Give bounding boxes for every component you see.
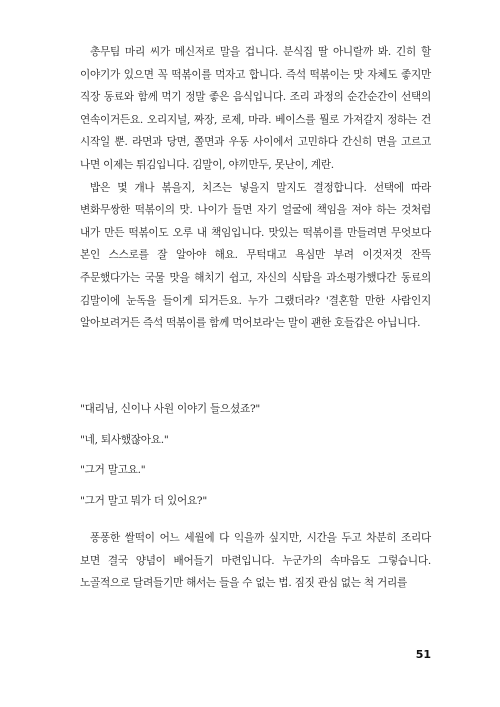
dialogue-line-2: "네, 퇴사했잖아요."	[80, 433, 169, 446]
dialogue-line-3: "그거 말고요."	[80, 464, 146, 477]
dialogue-line-4: "그거 말고 뭐가 더 있어요?"	[80, 494, 207, 507]
body-text-bottom	[80, 527, 431, 595]
paragraph-1: 총무팀 마리 씨가 메신저로 말을 겁니다. 분식집 딸 아니랄까 봐. 긴히 할 이야기가 있으면 꼭 떡볶이를 먹자고 합니다. 즉석 떡볶이는 맛 자체도 좋지만 직장 동료와 함께 먹기 정말 좋은 음식입니다. 조리 과정의 순간순간이 선택의 연속이거든요. 오리지널, 짜장, 로제, 마라. 베이스를 뭘로 가져갈지 정하는 건 시작일 뿐. 라면과 당면, 쫄면과 우동 사이에서 고민하다 간신히 면을 고르고 나면 이제는 튀김입니다. 김말이, 야끼만두, 못난이, 계란.	[80, 46, 431, 171]
dialogue-block	[80, 398, 431, 520]
body-text-top	[80, 41, 431, 335]
paragraph-3: 퐁퐁한 쌀떡이 어느 세월에 다 익을까 싶지만, 시간을 두고 차분히 조리다 보면 결국 양념이 배어들기 마련입니다. 누군가의 속마음도 그렇습니다. 노골적으로 달려들기만 해서는 들을 수 없는 법. 짐짓 관심 없는 척 거리를	[80, 532, 431, 590]
dialogue-line-1: "대리님, 신이나 사원 이야기 들으셨죠?"	[80, 403, 261, 415]
page-number: 51	[415, 648, 431, 661]
paragraph-2: 밥은 몇 개나 볶을지, 치즈는 넣을지 말지도 결정합니다. 선택에 따라 변화무쌍한 떡볶이의 맛. 나이가 들면 자기 얼굴에 책임을 져야 하는 것처럼 내가 만든 떡볶이도 오루 내 책임입니다. 맛있는 떡볶이를 만들려면 무엇보다 본인 스스로를 잘 알아야 해요. 무턱대고 욕심만 부려 이것저것 잔뜩 주문했다가는 국물 맛을 해치기 쉽고, 자신의 식탐을 과소평가했다간 동료의 김말이에 눈독을 들이게 되거든요. 누가 그랬더라? '결혼할 만한 사람인지 알아보려거든 즉석 떡볶이를 함께 먹어보라'는 말이 괜한 호들갑은 아닙니다.	[80, 181, 431, 330]
